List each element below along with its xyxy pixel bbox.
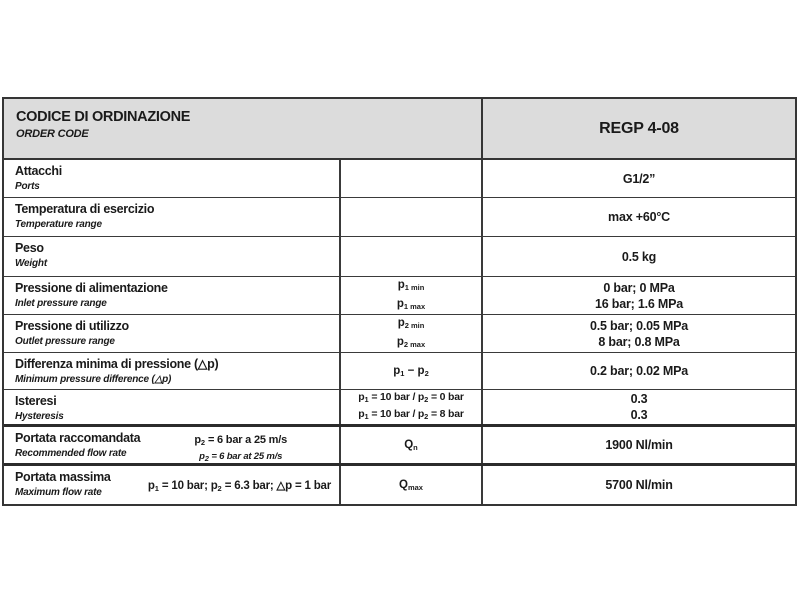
value-text: G1/2”	[622, 171, 656, 186]
value-cell	[483, 315, 795, 352]
row-attacchi	[4, 160, 795, 198]
label-en: Temperature range	[15, 219, 102, 230]
label-en: Hysteresis	[15, 411, 64, 422]
label-it: Differenza minima di pressione (△p)	[15, 357, 219, 371]
condition-line-1: $p_1 = 10$ bar / $p_2 = 0$ bar	[358, 391, 464, 404]
row-utilizzo	[4, 315, 795, 353]
order-code-subtitle: ORDER CODE	[16, 128, 89, 140]
label-en: Inlet pressure range	[15, 298, 107, 309]
spec-table	[2, 97, 797, 506]
label-it: Temperatura di esercizio	[15, 202, 155, 216]
label-cell	[4, 237, 341, 276]
label-cell	[4, 390, 341, 424]
test-condition	[194, 431, 287, 463]
label-it: Pressione di utilizzo	[15, 319, 129, 333]
condition-it: $p_2 = 6$ bar a 25 m/s	[194, 434, 287, 447]
label-en: Minimum pressure difference (△p)	[15, 374, 172, 385]
symbol-cell	[341, 237, 483, 276]
symbol-qmax: $Q_{max}$	[399, 478, 423, 492]
label-cell	[4, 277, 341, 314]
symbol-cell	[341, 277, 483, 314]
symbol-cell	[341, 353, 483, 389]
label-en: Recommended flow rate	[15, 448, 127, 459]
value-text: max +60°C	[608, 210, 670, 224]
symbol-qn: $Q_n$	[404, 438, 418, 452]
symbol-p1max: $p_{1 max}$	[396, 297, 426, 311]
label-cell	[4, 160, 341, 197]
symbol-cell	[341, 427, 483, 463]
value-line-2: 0.3	[630, 408, 648, 422]
label-it: Portata raccomandata	[15, 431, 141, 445]
value-text: 1900 Nl/min	[605, 438, 673, 452]
value-text: 5700 Nl/min	[605, 478, 673, 492]
value-text: 0.2 bar; 0.02 MPa	[589, 364, 689, 378]
label-it: Peso	[15, 241, 44, 255]
symbol-cell	[341, 315, 483, 352]
condition-line-2: $p_1 = 10$ bar / $p_2 = 8$ bar	[358, 408, 464, 421]
row-alimentazione	[4, 277, 795, 315]
symbol-p1min: $p_{1 min}$	[397, 278, 425, 292]
condition-en: $p_2 = 6$ bar at 25 m/s	[199, 451, 283, 463]
test-condition: $p_1 = 10$ bar; $p_2 = 6.3$ bar; △p = 1 bar	[147, 480, 331, 493]
row-isteresi	[4, 390, 795, 427]
label-it: Portata massima	[15, 470, 111, 484]
symbol-cell	[341, 160, 483, 197]
value-cell	[483, 198, 795, 236]
row-peso	[4, 237, 795, 277]
label-en: Outlet pressure range	[15, 336, 115, 347]
label-it: Attacchi	[15, 164, 62, 178]
order-code-cell	[4, 99, 483, 158]
label-cell	[4, 466, 341, 504]
value-line-1: 0.3	[630, 392, 648, 406]
label-en: Ports	[15, 181, 40, 192]
label-cell	[4, 315, 341, 352]
row-differenza	[4, 353, 795, 390]
value-max: 16 bar; 1.6 MPa	[594, 296, 684, 311]
value-cell	[483, 427, 795, 463]
symbol-p2max: $p_{2 max}$	[396, 335, 426, 349]
row-temperatura	[4, 198, 795, 237]
value-cell	[483, 277, 795, 314]
label-cell	[4, 427, 341, 463]
symbol-cell	[341, 198, 483, 236]
label-en: Maximum flow rate	[15, 487, 102, 498]
order-code-title: CODICE DI ORDINAZIONE	[16, 109, 191, 125]
model-code: REGP 4-08	[599, 119, 679, 137]
label-it: Isteresi	[15, 394, 57, 408]
value-min: 0.5 bar; 0.05 MPa	[589, 318, 689, 333]
value-cell	[483, 466, 795, 504]
symbol-p1-minus-p2: $p_1 - p_2$	[393, 364, 429, 378]
label-cell	[4, 198, 341, 236]
label-en: Weight	[15, 258, 47, 269]
value-max: 8 bar; 0.8 MPa	[598, 334, 680, 349]
row-raccomandata	[4, 427, 795, 466]
table-header-row	[4, 99, 795, 160]
value-cell	[483, 160, 795, 197]
value-min: 0 bar; 0 MPa	[603, 280, 675, 295]
value-cell	[483, 390, 795, 424]
value-cell	[483, 353, 795, 389]
symbol-cell	[341, 466, 483, 504]
symbol-p2min: $p_{2 min}$	[397, 316, 425, 330]
label-cell	[4, 353, 341, 389]
value-cell	[483, 237, 795, 276]
row-massima	[4, 466, 795, 504]
value-text: 0.5 kg	[621, 249, 657, 264]
label-it: Pressione di alimentazione	[15, 281, 168, 295]
symbol-cell	[341, 390, 483, 424]
